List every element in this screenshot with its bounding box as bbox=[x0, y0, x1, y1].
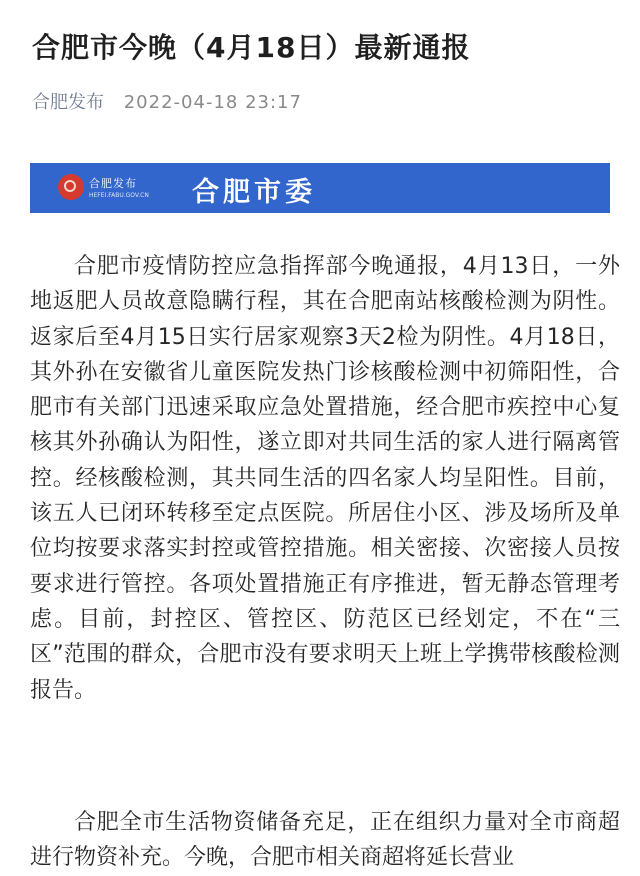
article-title: 合肥市今晚（4月18日）最新通报 bbox=[32, 31, 471, 64]
publish-timestamp: 2022-04-18 23:17 bbox=[123, 92, 302, 113]
banner-logo-url: HEFEI.FABU.GOV.CN bbox=[89, 192, 149, 199]
body-paragraph: 合肥市疫情防控应急指挥部今晚通报，4月13日，一外地返肥人员故意隐瞒行程，其在合肥南站核酸检测为阴性。返家后至4月15日实行居家观察3天2检为阴性。4月18日，其外孙在安徽省儿童医院发热门诊核酸检测中初筛阳性，合肥市有关部门迅速采取应急处置措施，经合肥市疾控中心复核其外孙确认为阳性，遂立即对共同生活的家人进行隔离管控。经核酸检测，其共同生活的四名家人均呈阳性。目前，该五人已闭环转移至定点医院。所居住小区、涉及场所及单位均按要求落实封控或管控措施。相关密接、次密接人员按要求进行管控。各项处置措施正有序推进，暂无静态管理考虑。目前，封控区、管控区、防范区已经划定，不在“三区”范围的群众，合肥市没有要求明天上班上学携带核酸检测报告。 bbox=[30, 254, 620, 703]
source-account-link[interactable]: 合肥发布 bbox=[32, 92, 104, 113]
banner-logo bbox=[58, 171, 158, 205]
article-meta bbox=[32, 88, 302, 114]
banner-title: 合肥市委 bbox=[192, 177, 316, 208]
seal-logo-icon bbox=[58, 174, 84, 200]
banner-logo-name: 合肥发布 bbox=[89, 177, 137, 190]
header-banner bbox=[30, 163, 610, 213]
body-paragraph: 合肥全市生活物资储备充足，正在组织力量对全市商超进行物资补充。今晚，合肥市相关商超将延长营业 bbox=[30, 810, 620, 871]
